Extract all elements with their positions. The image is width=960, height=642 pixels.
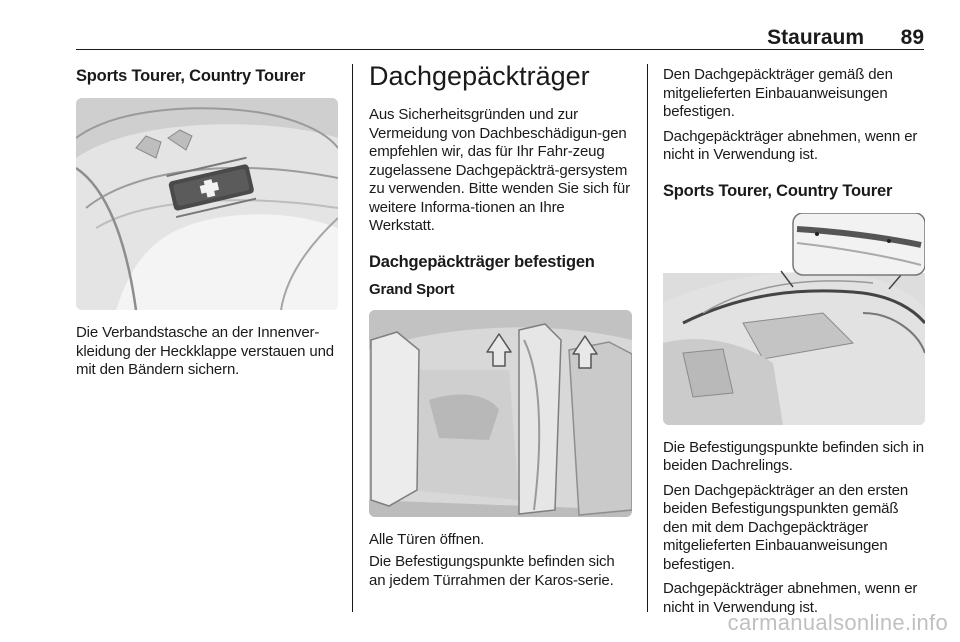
roof-rack-title: Dachgepäckträger xyxy=(369,61,590,91)
attach-subheading: Dachgepäckträger befestigen xyxy=(369,252,595,271)
remove-rack-text-2: Dachgepäckträger abnehmen, wenn er nicht in Verwendung ist. xyxy=(663,580,918,616)
first-two-points-text: Den Dachgepäckträger an den ersten beiden Befestigungspunkten gemäß den mit dem Dachgepäckträger mitgelieferten Einbauanweisungen befestigen. xyxy=(663,481,909,573)
grand-sport-heading: Grand Sport xyxy=(369,280,455,298)
column-divider-1 xyxy=(352,64,353,612)
column-2 xyxy=(369,60,632,590)
page-header xyxy=(76,26,924,48)
column1-caption: Die Verbandstasche an der Innenver-kleidung der Heckklappe verstauen und mit den Bändern sichern. xyxy=(76,324,334,378)
attachment-points-text: Die Befestigungspunkte befinden sich an jedem Türrahmen der Karos-serie. xyxy=(369,553,615,589)
rail-points-text: Die Befestigungspunkte befinden sich in beiden Dachrelings. xyxy=(663,438,924,474)
column-divider-2 xyxy=(647,64,648,612)
column1-heading: Sports Tourer, Country Tourer xyxy=(76,67,306,85)
watermark: carmanualsonline.info xyxy=(727,610,948,635)
column-1 xyxy=(76,60,338,380)
open-doors-text: Alle Türen öffnen. xyxy=(369,530,485,548)
roof-rail-illustration xyxy=(663,213,925,425)
section-title: Stauraum xyxy=(767,26,864,49)
header-rule xyxy=(76,49,924,50)
remove-rack-text: Dachgepäckträger abnehmen, wenn er nicht in Verwendung ist. xyxy=(663,127,918,163)
column3-heading: Sports Tourer, Country Tourer xyxy=(663,181,893,200)
page-number: 89 xyxy=(900,26,924,49)
roof-rack-intro: Aus Sicherheitsgründen und zur Vermeidung von Dachbeschädigun-gen empfehlen wir, das für Ihr Fahr-zeug zugelassene Dachgepäckträ-gersystem zu verwenden. Bitte wenden Sie sich für weitere Informa-tionen an Ihre Werkstatt. xyxy=(369,106,630,234)
column-3 xyxy=(663,60,925,617)
open-doors-illustration xyxy=(369,310,632,517)
attach-instructions-text: Den Dachgepäckträger gemäß den mitgelieferten Einbauanweisungen befestigen. xyxy=(663,66,893,120)
first-aid-kit-illustration xyxy=(76,98,338,310)
